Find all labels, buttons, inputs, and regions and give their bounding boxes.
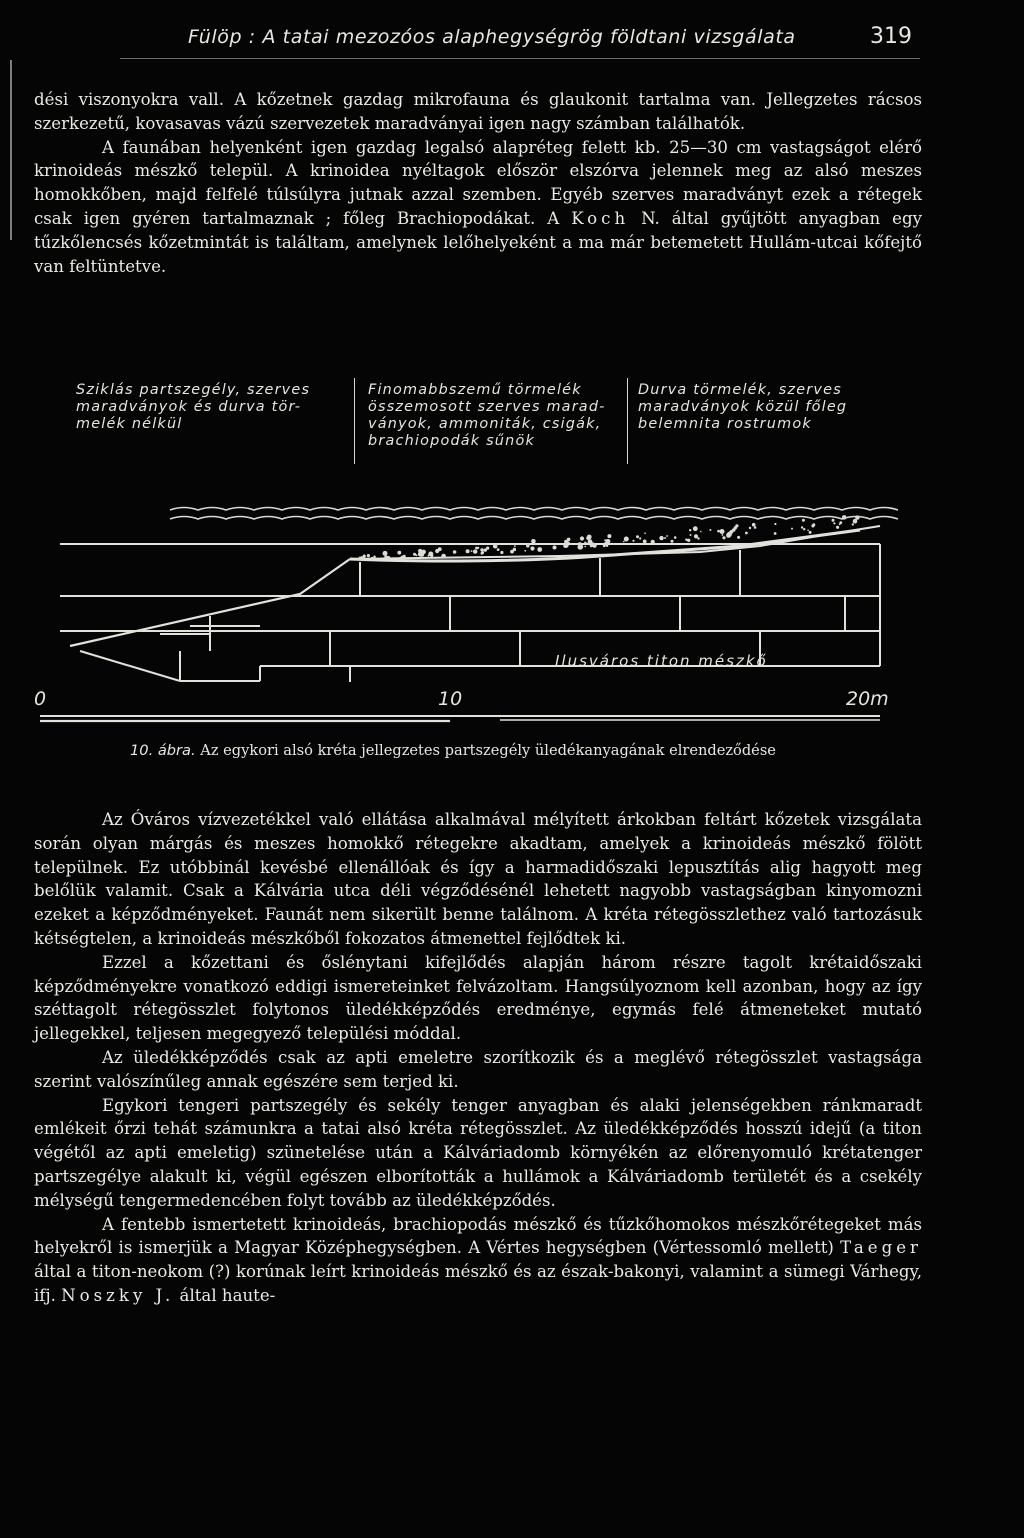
sediment-grain xyxy=(466,549,470,553)
sediment-grain xyxy=(697,537,699,539)
sediment-grain xyxy=(475,547,478,550)
running-header xyxy=(0,22,1024,58)
sediment-grain xyxy=(666,535,668,537)
sediment-grain xyxy=(431,554,434,557)
paragraph xyxy=(34,136,922,279)
sediment-grain xyxy=(754,526,757,529)
scale-label-0: 0 xyxy=(34,688,47,710)
sediment-grain xyxy=(481,551,484,554)
sediment-grain xyxy=(636,535,639,538)
paragraph: dési viszonyokra vall. A kőzetnek gazdag mikrofauna és glaukonit tartalma van. Jellegzetes rácsos szerkezetű, kovasavas vázú szervezetek maradványai igen nagy számban találhatók. xyxy=(34,90,922,133)
sediment-grain xyxy=(404,555,406,557)
sediment-grain xyxy=(774,532,777,535)
rock-label: Ilusváros titon mészkő xyxy=(555,652,768,670)
sediment-grain xyxy=(671,540,674,543)
sediment-grain xyxy=(709,529,711,531)
figure-label-rocky-shore: Sziklás partszegély, szerves maradványok és durva tör- melék nélkül xyxy=(76,382,311,432)
paragraph: Ezzel a kőzettani és őslénytani kifejlődés alapján három részre tagolt krétaidőszaki képződményekre vonatkozó eddigi ismereteinket felvázoltam. Hangsúlyoznom kell azonban, hogy az így széttagolt rétegösszlet folytonos üledékképződés eredménye, egymás felé átmeneteket mutató jellegekkel, teljesen megegyező települési móddal. xyxy=(34,952,922,1044)
sediment-grain xyxy=(537,547,542,552)
sediment-grain xyxy=(639,537,641,539)
sediment-grain xyxy=(632,540,634,542)
sediment-grain xyxy=(687,539,690,542)
sediment-grain xyxy=(807,529,809,531)
sediment-grain xyxy=(363,555,366,558)
sediment-grain xyxy=(855,515,859,519)
paragraph: Egykori tengeri partszegély és sekély tenger anyagban és alaki jelenségekben ránkmaradt emlékeit őrzi tehát számunkra a tatai alsó kréta rétegösszlet. Az üledékképződés hosszú idejű (a titon végétől az apti emeletig) szünetelése után a Kálváriadomb környékén az előrenyomuló krétatenger partszegélye alakult ki, végül egészen elborították a hullámok a Kálváriadomb területét és a csekély mélységű tengermedencében folyt tovább az üledékképződés. xyxy=(34,1095,922,1210)
sediment-grain xyxy=(371,557,374,560)
body-text-bottom xyxy=(34,808,922,1308)
sediment-grain xyxy=(607,539,611,543)
sediment-grain xyxy=(514,545,516,547)
scan-edge-mark xyxy=(10,60,12,240)
sediment-grain xyxy=(589,537,591,539)
sediment-grain xyxy=(644,532,646,534)
sediment-grain xyxy=(833,522,835,524)
scale-label-10: 10 xyxy=(438,688,463,710)
scale-label-20: 20m xyxy=(846,688,889,710)
sediment-grain xyxy=(664,537,666,539)
sediment-grain xyxy=(530,546,534,550)
sediment-grain xyxy=(526,544,530,548)
sediment-grain xyxy=(373,556,376,559)
sediment-grain xyxy=(735,524,738,527)
sediment-grain xyxy=(659,536,663,540)
sediment-grain xyxy=(486,547,489,550)
figure-10 xyxy=(0,376,1024,806)
text-run: A xyxy=(535,208,572,228)
page-number: 319 xyxy=(870,24,912,49)
text-run: N. által gyűjtött anyagban egy tűzkőlencsés kőzetmintát is találtam, amelynek lelőhelyeként a ma már betemetett Hullám-utcai kőfejtő van feltüntetve. xyxy=(34,208,922,276)
author-name: Noszky J. xyxy=(61,1285,175,1305)
sediment-grain xyxy=(812,523,815,526)
sediment-grain xyxy=(480,548,483,551)
caption-number: 10. ábra. xyxy=(130,742,196,759)
sediment-grain xyxy=(361,556,363,558)
sediment-grain xyxy=(685,539,687,541)
sediment-grain xyxy=(584,542,587,545)
sediment-grain xyxy=(578,544,583,549)
sediment-grain xyxy=(441,554,446,559)
text-run: által a titon-neokom (?) korúnak leírt krinoideás mészkő és az észak-bakonyi, valamint a sümegi Várhegy, ifj. xyxy=(34,1262,922,1305)
sediment-grain xyxy=(774,523,776,525)
sediment-grain xyxy=(749,527,751,529)
sediment-grain xyxy=(737,536,740,539)
text-run: által haute- xyxy=(174,1285,276,1305)
sediment-grain xyxy=(473,549,477,553)
sediment-grain xyxy=(802,519,805,522)
sediment-grain xyxy=(580,536,584,540)
sediment-grain xyxy=(623,541,625,543)
sediment-grain xyxy=(852,523,854,525)
sediment-grain xyxy=(832,519,835,522)
sediment-grain xyxy=(836,526,839,529)
paragraph: Az üledékképződés csak az apti emeletre szorítkozik és a meglévő rétegösszlet vastagsága szerint valószínűleg annak egészére sem terjed ki. xyxy=(34,1047,922,1091)
sediment-grain xyxy=(524,550,526,552)
sediment-grain xyxy=(493,544,498,549)
sediment-grain xyxy=(745,532,748,535)
paragraph-text: A faunában helyenként igen gazdag legalsó alapréteg felett kb. 25—30 cm vastagságot elérő krinoideás mészkő települ. A krinoidea nyéltagok először elszórva jelennek meg az alsó meszes homokkőben, majd felfelé túlsúlyra jutnak azzal szemben. Egyéb szerves maradványt ezek a rétegek csak igen gyéren tartalmaznak ; főleg Brachiopodákat. xyxy=(34,137,922,228)
caption-text: Az egykori alsó kréta jellegzetes partszegély üledékanyagának elrendeződése xyxy=(195,742,776,759)
sediment-grain xyxy=(690,534,692,536)
sediment-grain xyxy=(720,529,725,534)
sediment-grain xyxy=(651,540,655,544)
sediment-grain xyxy=(722,534,724,536)
sediment-grain xyxy=(471,550,473,552)
sediment-grain xyxy=(730,530,733,533)
sediment-grain xyxy=(717,530,720,533)
sediment-grain xyxy=(531,539,536,544)
sediment-grain xyxy=(497,548,500,551)
sediment-grain xyxy=(803,528,805,530)
text-run: A fentebb ismertetett krinoideás, brachiopodás mészkő és tűzkőhomokos mészkőrétegeket más helyekről is ismerjük a Magyar Középhegységben. A Vértes hegységben (Vértessomló mellett) xyxy=(34,1214,922,1258)
figure-label-fine-debris: Finomabbszemű törmelék összemosott szerves marad- ványok, ammoniták, csigák, brachiopodák sűnök xyxy=(368,382,606,449)
sediment-grain xyxy=(839,521,842,524)
sediment-grain xyxy=(553,546,557,550)
sediment-grain xyxy=(809,531,812,534)
sediment-grain xyxy=(367,554,370,557)
author-name: Koch xyxy=(571,208,630,228)
sediment-grain xyxy=(854,520,856,522)
sediment-grain xyxy=(607,534,611,538)
sediment-grain xyxy=(624,537,629,542)
sediment-grain xyxy=(584,546,586,548)
sediment-grain xyxy=(564,543,569,548)
sediment-grain xyxy=(415,554,417,556)
sediment-grain xyxy=(567,538,571,542)
sediment-grain xyxy=(801,526,803,528)
sediment-grain xyxy=(500,551,503,554)
sediment-grain xyxy=(689,529,691,531)
author-name: Taeger xyxy=(840,1238,922,1258)
sediment-grain xyxy=(722,536,725,539)
sediment-grain xyxy=(842,515,847,520)
figure-label-coarse-debris: Durva törmelék, szerves maradványok közül főleg belemnita rostrumok xyxy=(638,382,848,432)
sediment-grain xyxy=(693,526,698,531)
sediment-grain xyxy=(791,528,793,530)
sediment-grain xyxy=(383,551,388,556)
header-rule xyxy=(120,58,920,59)
sediment-grain xyxy=(700,531,702,533)
paragraph xyxy=(34,1213,922,1308)
body-text-top xyxy=(34,88,922,278)
sediment-grain xyxy=(399,551,401,553)
sea-waves xyxy=(170,508,898,520)
sediment-grain xyxy=(387,556,390,559)
sediment-grain xyxy=(453,550,457,554)
sediment-grain xyxy=(694,534,698,538)
sediment-grain xyxy=(590,542,594,546)
sediment-wedge xyxy=(60,526,880,646)
cross-section-drawing xyxy=(0,376,1024,736)
sediment-grain xyxy=(513,548,516,551)
figure-caption xyxy=(130,742,776,759)
header-title: Fülöp : A tatai mezozóos alaphegységrög földtani vizsgálata xyxy=(188,26,796,48)
sediment-grain xyxy=(643,540,647,544)
sediment-grain xyxy=(752,523,756,527)
sediment-grain xyxy=(438,547,442,551)
paragraph: Az Óváros vízvezetékkel való ellátása alkalmával mélyített árkokban feltárt kőzetek vizsgálata során olyan márgás és meszes homokkő rétegekre akadtam, amelyek a krinoideás mészkő fölött települnek. Ez utóbbinál kevésbé ellenállóak és így a harmadidőszaki lepusztítás alig hagyott meg belőlük valamit. Csak a Kálvária utca déli végződésénél lehetett nagyobb vastagságban kinyomozni ezeket a képződményeket. Faunát nem sikerült benne találnom. A kréta rétegösszlethez való tartozásuk kétségtelen, a krinoideás mészkőből fokozatos átmenettel fejlődtek ki. xyxy=(34,810,922,948)
sediment-grain xyxy=(420,552,425,557)
scale-bar xyxy=(40,716,880,721)
sediment-grain xyxy=(674,536,677,539)
